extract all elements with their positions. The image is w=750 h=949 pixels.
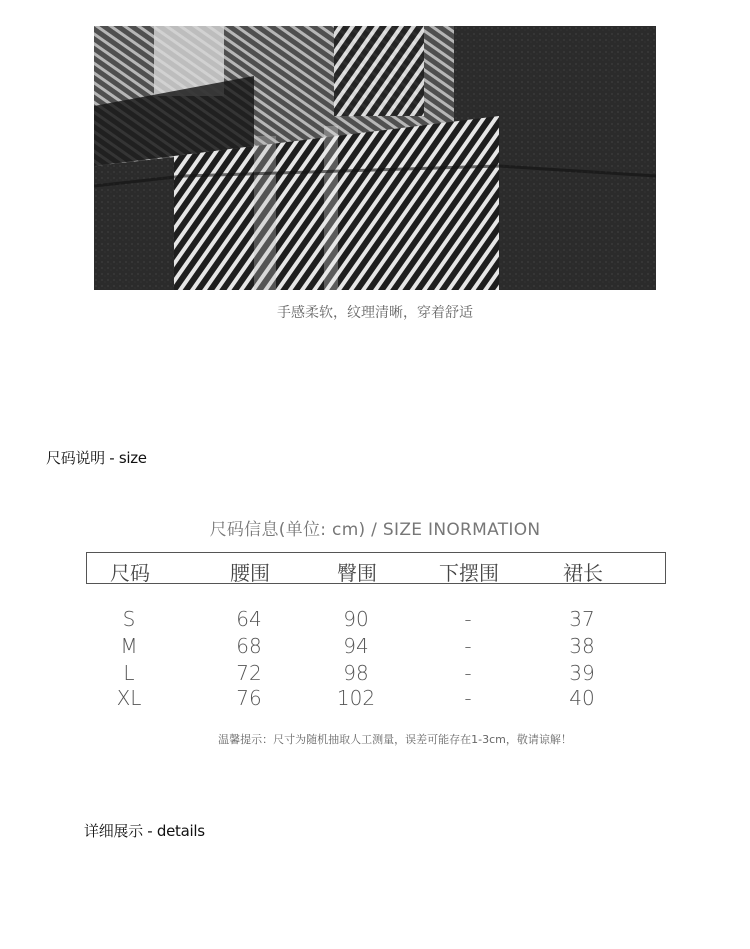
cell-length: 37: [569, 607, 595, 631]
cell-size: XL: [116, 686, 142, 710]
cell-hem: -: [464, 634, 472, 658]
cell-waist: 72: [236, 661, 262, 685]
photo-caption: 手感柔软，纹理清晰，穿着舒适: [277, 305, 473, 321]
plaid-fabric-image: [94, 26, 656, 290]
cell-size: S: [122, 607, 136, 631]
cell-hip: 102: [336, 686, 376, 710]
cell-waist: 64: [236, 607, 262, 631]
cell-hem: -: [464, 607, 472, 631]
cell-hip: 90: [343, 607, 369, 631]
fabric-photo: [94, 26, 656, 290]
cell-hem: -: [464, 686, 472, 710]
measurement-note: 温馨提示：尺寸为随机抽取人工测量，误差可能存在1-3cm，敬请谅解！: [218, 733, 572, 746]
cell-waist: 76: [236, 686, 262, 710]
cell-length: 40: [569, 686, 595, 710]
table-row: [86, 686, 666, 712]
header-hem: 下摆围: [439, 561, 499, 585]
cell-size: M: [120, 634, 138, 658]
cell-length: 39: [569, 661, 595, 685]
cell-hem: -: [464, 661, 472, 685]
size-table-title: 尺码信息(单位: cm) / SIZE INORMATION: [209, 520, 541, 540]
header-length: 裙长: [563, 561, 603, 585]
header-waist: 腰围: [230, 561, 270, 585]
table-row: [86, 634, 666, 660]
header-hip: 臀围: [337, 561, 377, 585]
size-section-title: 尺码说明 - size: [46, 449, 147, 467]
cell-hip: 94: [343, 634, 369, 658]
table-row: [86, 607, 666, 633]
table-row: [86, 661, 666, 687]
header-size: 尺码: [110, 561, 150, 585]
cell-hip: 98: [343, 661, 369, 685]
cell-waist: 68: [236, 634, 262, 658]
size-table-header: [86, 552, 666, 584]
details-section-title: 详细展示 - details: [84, 822, 205, 840]
cell-length: 38: [569, 634, 595, 658]
cell-size: L: [123, 661, 135, 685]
